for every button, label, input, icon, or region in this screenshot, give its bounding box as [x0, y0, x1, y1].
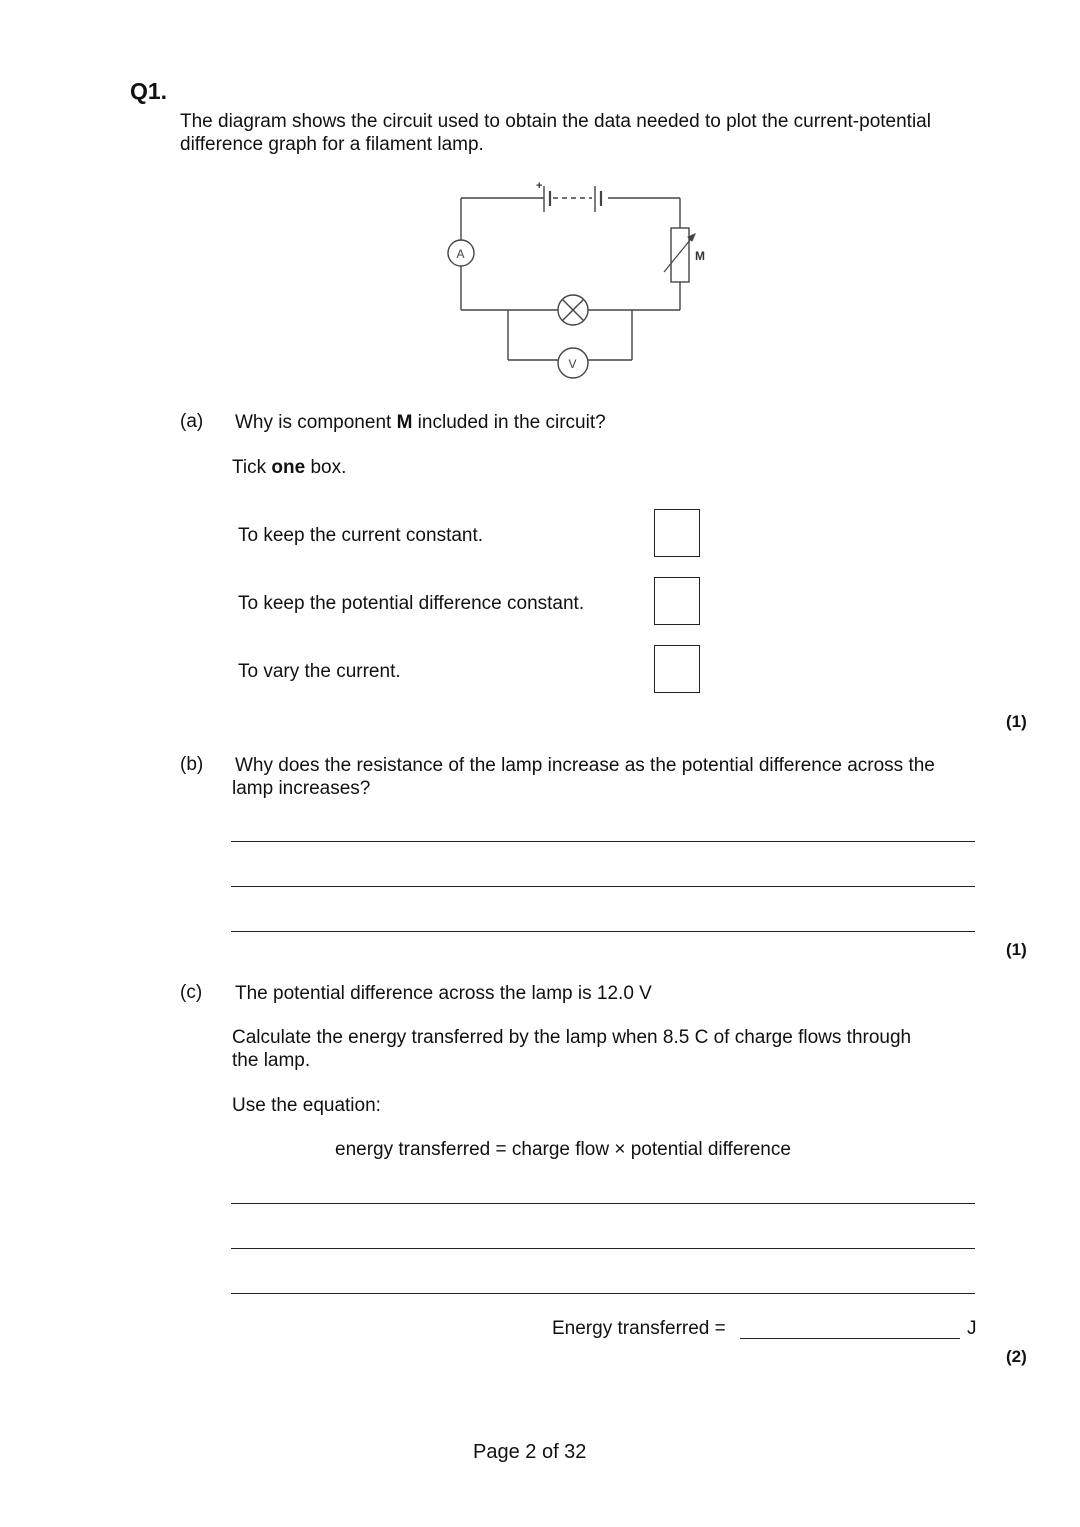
answer-line-c3[interactable]: [231, 1293, 975, 1294]
ammeter-icon: [448, 240, 474, 266]
answer-line-b3[interactable]: [231, 931, 975, 932]
component-m-label: M: [695, 249, 705, 263]
part-a-question: [235, 411, 606, 434]
part-b-line-2: lamp increases?: [232, 778, 371, 799]
option-3-label: To vary the current.: [238, 661, 401, 682]
question-number: Q1.: [130, 78, 168, 104]
equation: energy transferred = charge flow × potential difference: [335, 1139, 791, 1160]
option-1-label: To keep the current constant.: [238, 525, 484, 546]
voltmeter-icon: [558, 348, 588, 378]
ammeter-label: A: [456, 247, 465, 261]
answer-input-line[interactable]: [740, 1338, 960, 1339]
intro-line-1: The diagram shows the circuit used to obtain the data needed to plot the current-potential: [180, 111, 931, 132]
answer-line-b1[interactable]: [231, 841, 975, 842]
part-c-calc: [232, 1026, 992, 1072]
part-c-label: (c): [180, 982, 203, 1003]
option-1-checkbox[interactable]: [654, 509, 700, 557]
part-a-question-text-end: included in the circuit?: [412, 412, 606, 433]
part-b-line-1: Why does the resistance of the lamp increase as the potential difference across the: [235, 755, 935, 776]
intro-line-2: difference graph for a filament lamp.: [180, 134, 484, 155]
option-3-checkbox[interactable]: [654, 645, 700, 693]
part-a-instruction: [232, 456, 346, 479]
instruction-bold: one: [271, 457, 306, 478]
question-intro: [180, 110, 1000, 156]
part-a-question-text: Why is component: [235, 412, 397, 433]
part-b-label: (b): [180, 754, 204, 775]
voltmeter-label: V: [568, 357, 577, 371]
part-a-question-bold: M: [396, 412, 413, 433]
part-c-calc-line-2: the lamp.: [232, 1050, 311, 1071]
option-2-label: To keep the potential difference constant.: [238, 593, 585, 614]
use-equation-label: Use the equation:: [232, 1095, 381, 1116]
answer-line-c1[interactable]: [231, 1203, 975, 1204]
battery-icon: [544, 186, 601, 212]
part-c-statement: The potential difference across the lamp is 12.0 V: [235, 983, 652, 1004]
part-a-marks: (1): [1006, 712, 1027, 731]
instruction-text: Tick: [232, 457, 272, 478]
part-c-marks: (2): [1006, 1347, 1027, 1366]
part-a-label: (a): [180, 411, 204, 432]
answer-unit: J: [967, 1318, 977, 1339]
page-number: Page 2 of 32: [473, 1441, 587, 1463]
answer-line-b2[interactable]: [231, 886, 975, 887]
part-c-calc-line-1: Calculate the energy transferred by the lamp when 8.5 C of charge flows through: [232, 1027, 912, 1048]
part-b-marks: (1): [1006, 940, 1027, 959]
instruction-text-end: box.: [305, 457, 347, 478]
answer-line-c2[interactable]: [231, 1248, 975, 1249]
part-b-question: [232, 754, 992, 800]
circuit-diagram: [420, 170, 740, 385]
option-2-checkbox[interactable]: [654, 577, 700, 625]
lamp-icon: [558, 295, 588, 325]
answer-label: Energy transferred =: [552, 1318, 726, 1339]
variable-resistor-icon: [664, 228, 695, 282]
battery-positive-sign: +: [536, 180, 543, 192]
